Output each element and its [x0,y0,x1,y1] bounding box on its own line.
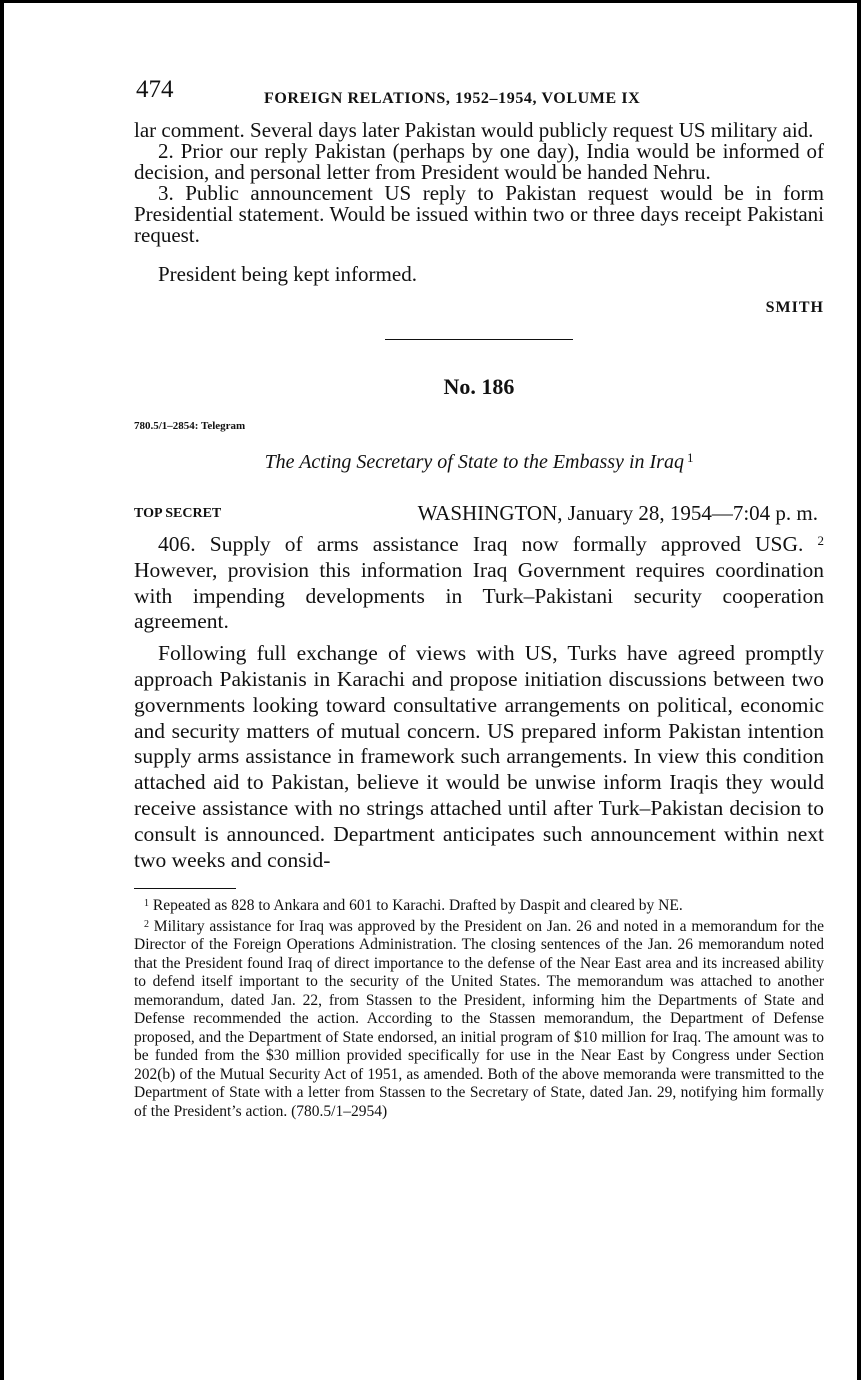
classification-label: TOP SECRET [134,506,222,521]
previous-document-text [134,120,824,285]
telegram-body [134,528,824,873]
telegram-paragraph-1-rest: However, provision this information Iraq Government requires coordination with impending developments in Turk–Pakistani security cooperation agreement. [134,557,824,634]
telegram-paragraph-1-start: 406. Supply of arms assistance Iraq now formally approved USG. [158,532,804,556]
telegram-paragraph-2: Following full exchange of views with US, Turks have agreed promptly approach Pakistanis in Karachi and propose initiation discussions between two governments looking toward consultative arrangements on political, economic and security matters of mutual concern. US prepared inform Pakistan intention supply arms assistance in framework such arrangements. In view this condition attached aid to Pakistan, believe it would be unwise inform Iraqis they would receive assistance with no strings attached until after Turk–Pakistan decision to consult is announced. Department anticipates such announcement within next two weeks and consid- [134,641,824,872]
footnote-ref-1: 1 [686,450,694,465]
continuation-paragraph: lar comment. Several days later Pakistan would publicly request US military aid. [134,118,814,142]
document-title-text: The Acting Secretary of State to the Embassy in Iraq [264,451,684,473]
file-reference: 780.5/1–2854: Telegram [134,420,246,432]
volume-title: FOREIGN RELATIONS, 1952–1954, VOLUME IX [264,90,641,107]
footnote-2-text: Military assistance for Iraq was approved by the President on Jan. 26 and noted in a memorandum for the Director of the Foreign Operations Administration. The closing sentences of the Jan. 26 memorandum noted that the President found Iraq of direct importance to the defense of the Near East area and its increased ability to defend itself important to the security of the United States. The memorandum was attached to another memorandum, dated Jan. 22, from Stassen to the President, informing him the Departments of State and Defense recommended the action. According to the Stassen memorandum, the Department of Defense proposed, and the Department of State endorsed, an initial program of $10 million for Iraq. The amount was to be funded from the $30 million provided specifically for use in the Near East by Congress under Section 202(b) of the Mutual Security Act of 1951, as amended. Both of the above memoranda were transmitted to the Department of State with a letter from Stassen to the Secretary of State, dated Jan. 29, notifying him formally of the President’s action. (780.5/1–2954) [134,917,825,1120]
scan-border-right [857,0,861,1380]
dateline-place: WASHINGTON, [417,501,563,525]
scan-border-top [0,0,861,3]
page-number: 474 [136,76,174,103]
footnote-1-marker: 1 [144,898,149,910]
telegram-paragraph-1 [134,528,824,635]
footnote-1-text: Repeated as 828 to Ankara and 601 to Karachi. Drafted by Daspit and cleared by NE. [152,897,683,915]
section-divider [385,339,573,340]
document-number: No. 186 [443,374,515,399]
footnotes [134,895,824,1121]
dateline-row [134,498,824,528]
numbered-paragraph-2: 2. Prior our reply Pakistan (perhaps by one day), India would be informed of decision, and personal letter from President would be handed Nehru. [134,139,824,184]
dateline [418,501,818,526]
footnote-ref-2: 2 [817,533,824,548]
running-head [134,70,824,120]
footnote-2-marker: 2 [144,918,149,930]
footnote-1 [134,895,824,916]
numbered-paragraph-3: 3. Public announcement US reply to Pakistan request would be in form Presidential statement. Would be issued within two or three days receipt Pakistani request. [134,181,824,247]
footnote-rule [134,888,236,889]
book-page [134,70,824,1300]
footnote-2 [134,916,824,1122]
document-title [134,450,824,474]
scan-border-left [0,0,4,1380]
signature: SMITH [765,299,824,316]
dateline-date: January 28, 1954—7:04 p. m. [567,501,818,525]
closing-line: President being kept informed. [158,262,417,286]
